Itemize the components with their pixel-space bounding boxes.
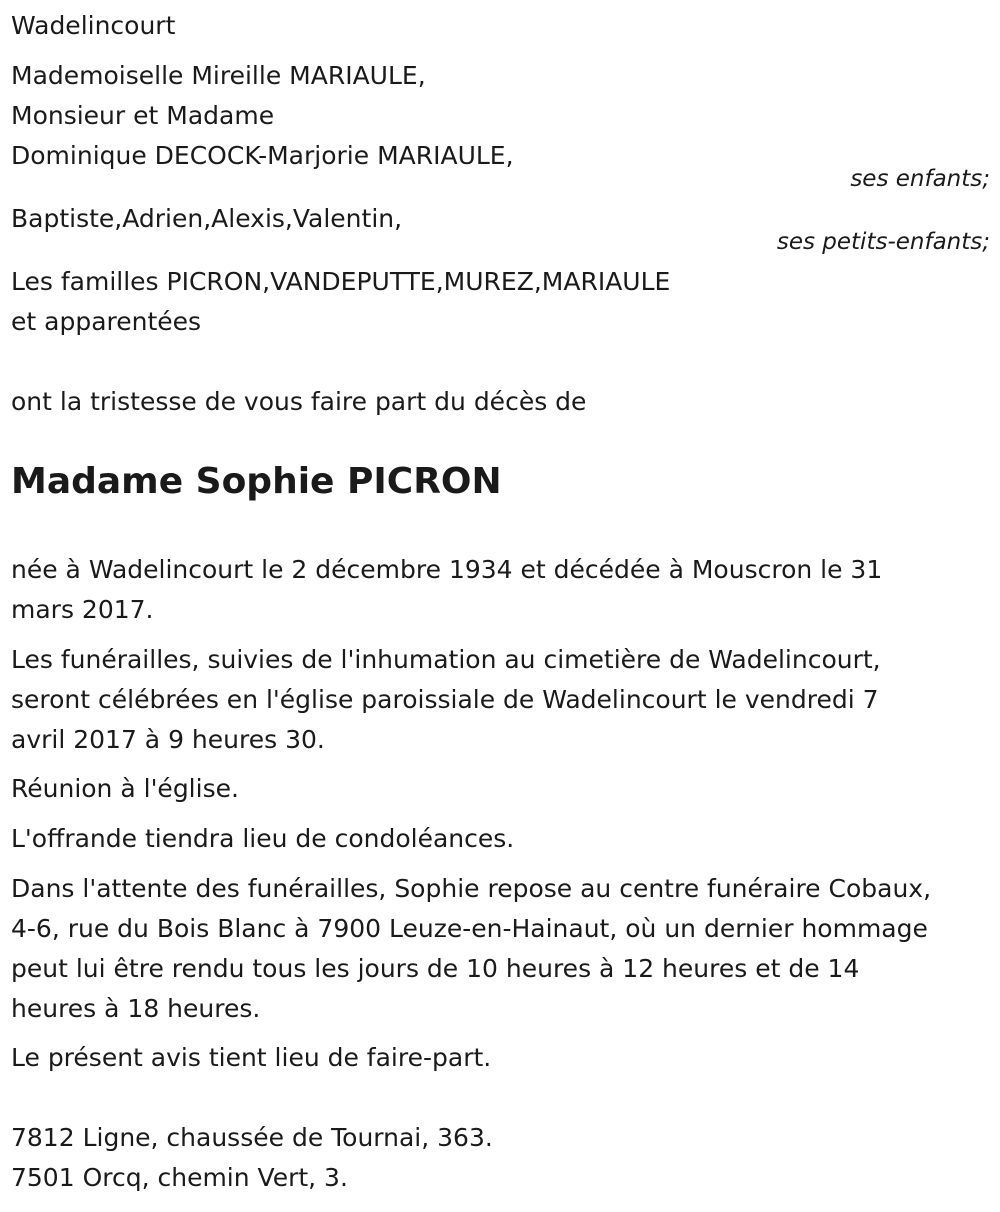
- address-line-2: 7501 Orcq, chemin Vert, 3.: [11, 1163, 348, 1192]
- children-role-label: ses enfants;: [850, 166, 990, 192]
- grandchildren-role-label: ses petits-enfants;: [776, 229, 990, 255]
- address-line-1: 7812 Ligne, chaussée de Tournai, 363.: [11, 1123, 493, 1152]
- announcement-text: ont la tristesse de vous faire part du décès de: [11, 387, 587, 416]
- child-line-1: Mademoiselle Mireille MARIAULE,: [11, 61, 426, 90]
- offering-text: L'offrande tiendra lieu de condoléances.: [11, 824, 515, 853]
- rest-line-4: heures à 18 heures.: [11, 994, 261, 1023]
- rest-line-1: Dans l'attente des funérailles, Sophie repose au centre funéraire Cobaux,: [11, 874, 932, 903]
- child-line-2: Monsieur et Madame: [11, 101, 275, 130]
- deceased-name: Madame Sophie PICRON: [11, 461, 502, 502]
- funeral-line-2: seront célébrées en l'église paroissiale de Wadelincourt le vendredi 7: [11, 685, 879, 714]
- child-line-3: Dominique DECOCK-Marjorie MARIAULE,: [11, 141, 514, 170]
- families-line-2: et apparentées: [11, 307, 202, 336]
- funeral-line-3: avril 2017 à 9 heures 30.: [11, 725, 325, 754]
- birth-line-2: mars 2017.: [11, 595, 154, 624]
- families-line-1: Les familles PICRON,VANDEPUTTE,MUREZ,MARIAULE: [11, 267, 671, 296]
- meeting-text: Réunion à l'église.: [11, 774, 239, 803]
- notice-text: Le présent avis tient lieu de faire-part.: [11, 1043, 492, 1072]
- grandchildren-names: Baptiste,Adrien,Alexis,Valentin,: [11, 204, 403, 233]
- place-heading: Wadelincourt: [11, 11, 176, 40]
- rest-line-2: 4-6, rue du Bois Blanc à 7900 Leuze-en-Hainaut, où un dernier hommage: [11, 914, 928, 943]
- rest-line-3: peut lui être rendu tous les jours de 10 heures à 12 heures et de 14: [11, 954, 860, 983]
- birth-line-1: née à Wadelincourt le 2 décembre 1934 et décédée à Mouscron le 31: [11, 555, 883, 584]
- funeral-line-1: Les funérailles, suivies de l'inhumation au cimetière de Wadelincourt,: [11, 645, 881, 674]
